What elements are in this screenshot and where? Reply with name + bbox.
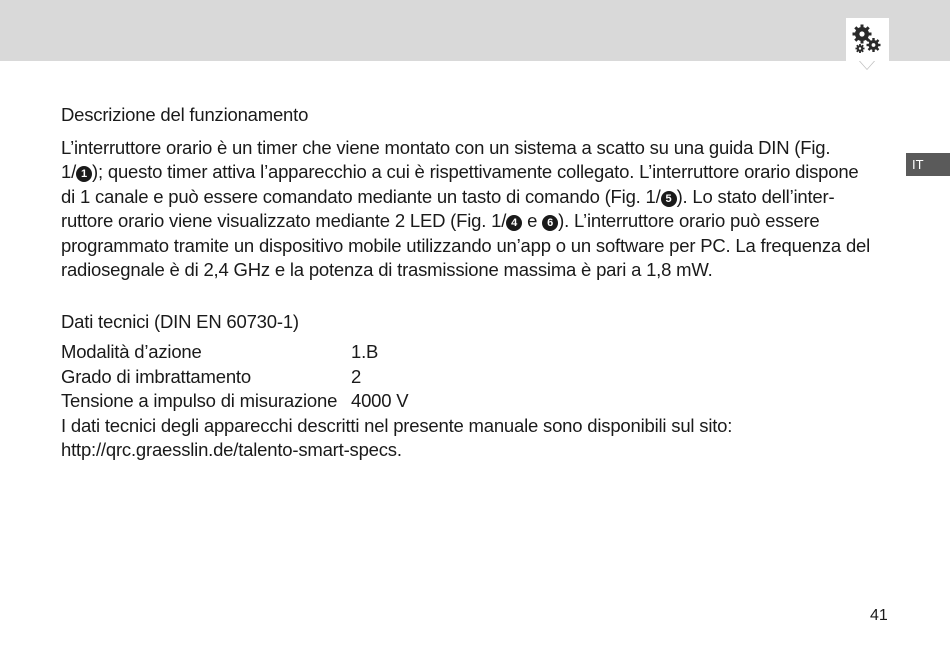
spec-row [61, 389, 891, 414]
specs-heading: Dati tecnici (DIN EN 60730-1) [61, 310, 299, 332]
specs-table [61, 340, 891, 414]
language-tab: IT [906, 153, 950, 176]
spec-row [61, 340, 891, 365]
function-text-3: ) [92, 161, 98, 182]
function-text-1: L’interruttore orario è un timer che viene montato con un sistema a scatto su una guida DIN (Fig. [61, 136, 831, 158]
figure-marker-6: 6 [542, 215, 558, 231]
spec-value: 2 [351, 365, 362, 387]
spec-label: Grado di imbrattamento [61, 365, 251, 387]
function-text-9: ). L’interruttore orario può essere [558, 210, 820, 231]
function-text-6: ). Lo stato dell’inter- [676, 185, 835, 207]
figure-marker-4: 4 [506, 215, 522, 231]
spec-value: 4000 V [351, 390, 409, 411]
function-paragraph [61, 136, 891, 283]
main-content [61, 103, 891, 463]
icon-tab-pointer [860, 61, 874, 69]
function-text-10: programmato tramite un dispositivo mobile utilizzando un’app o un software per PC. La frequenza del [61, 234, 871, 256]
function-heading: Descrizione del funzionamento [61, 104, 309, 125]
spec-row [61, 365, 891, 390]
gears-icon [851, 23, 883, 55]
figure-marker-1: 1 [76, 166, 92, 182]
gear-tab [846, 18, 889, 61]
function-text-5: di 1 canale e può essere comandato mediante un tasto di comando (Fig. 1/ [61, 185, 661, 207]
header-band [0, 0, 950, 61]
function-text-11: radiosegnale è di 2,4 GHz e la potenza di trasmissione massima è pari a 1,8 mW. [61, 259, 713, 280]
function-text-2: 1/ [61, 161, 77, 182]
spec-label: Tensione a impulso di misurazione [61, 390, 338, 411]
function-text-4: ; questo timer attiva l’apparecchio a cui è rispettivamente collegato. L’interruttore orario dispone [98, 161, 859, 182]
page-number: 41 [870, 607, 888, 624]
function-text-8: e [522, 210, 543, 231]
spec-label: Modalità d’azione [61, 341, 202, 362]
figure-marker-5: 5 [661, 191, 677, 207]
function-text-7: ruttore orario viene visualizzato mediante 2 LED (Fig. 1/ [61, 210, 507, 231]
specs-url: http://qrc.graesslin.de/talento-smart-specs. [61, 439, 402, 460]
spec-value: 1.B [351, 341, 379, 362]
specs-note-line-1: I dati tecnici degli apparecchi descritti nel presente manuale sono disponibili sul sito: [61, 414, 733, 436]
specs-note [61, 414, 891, 463]
